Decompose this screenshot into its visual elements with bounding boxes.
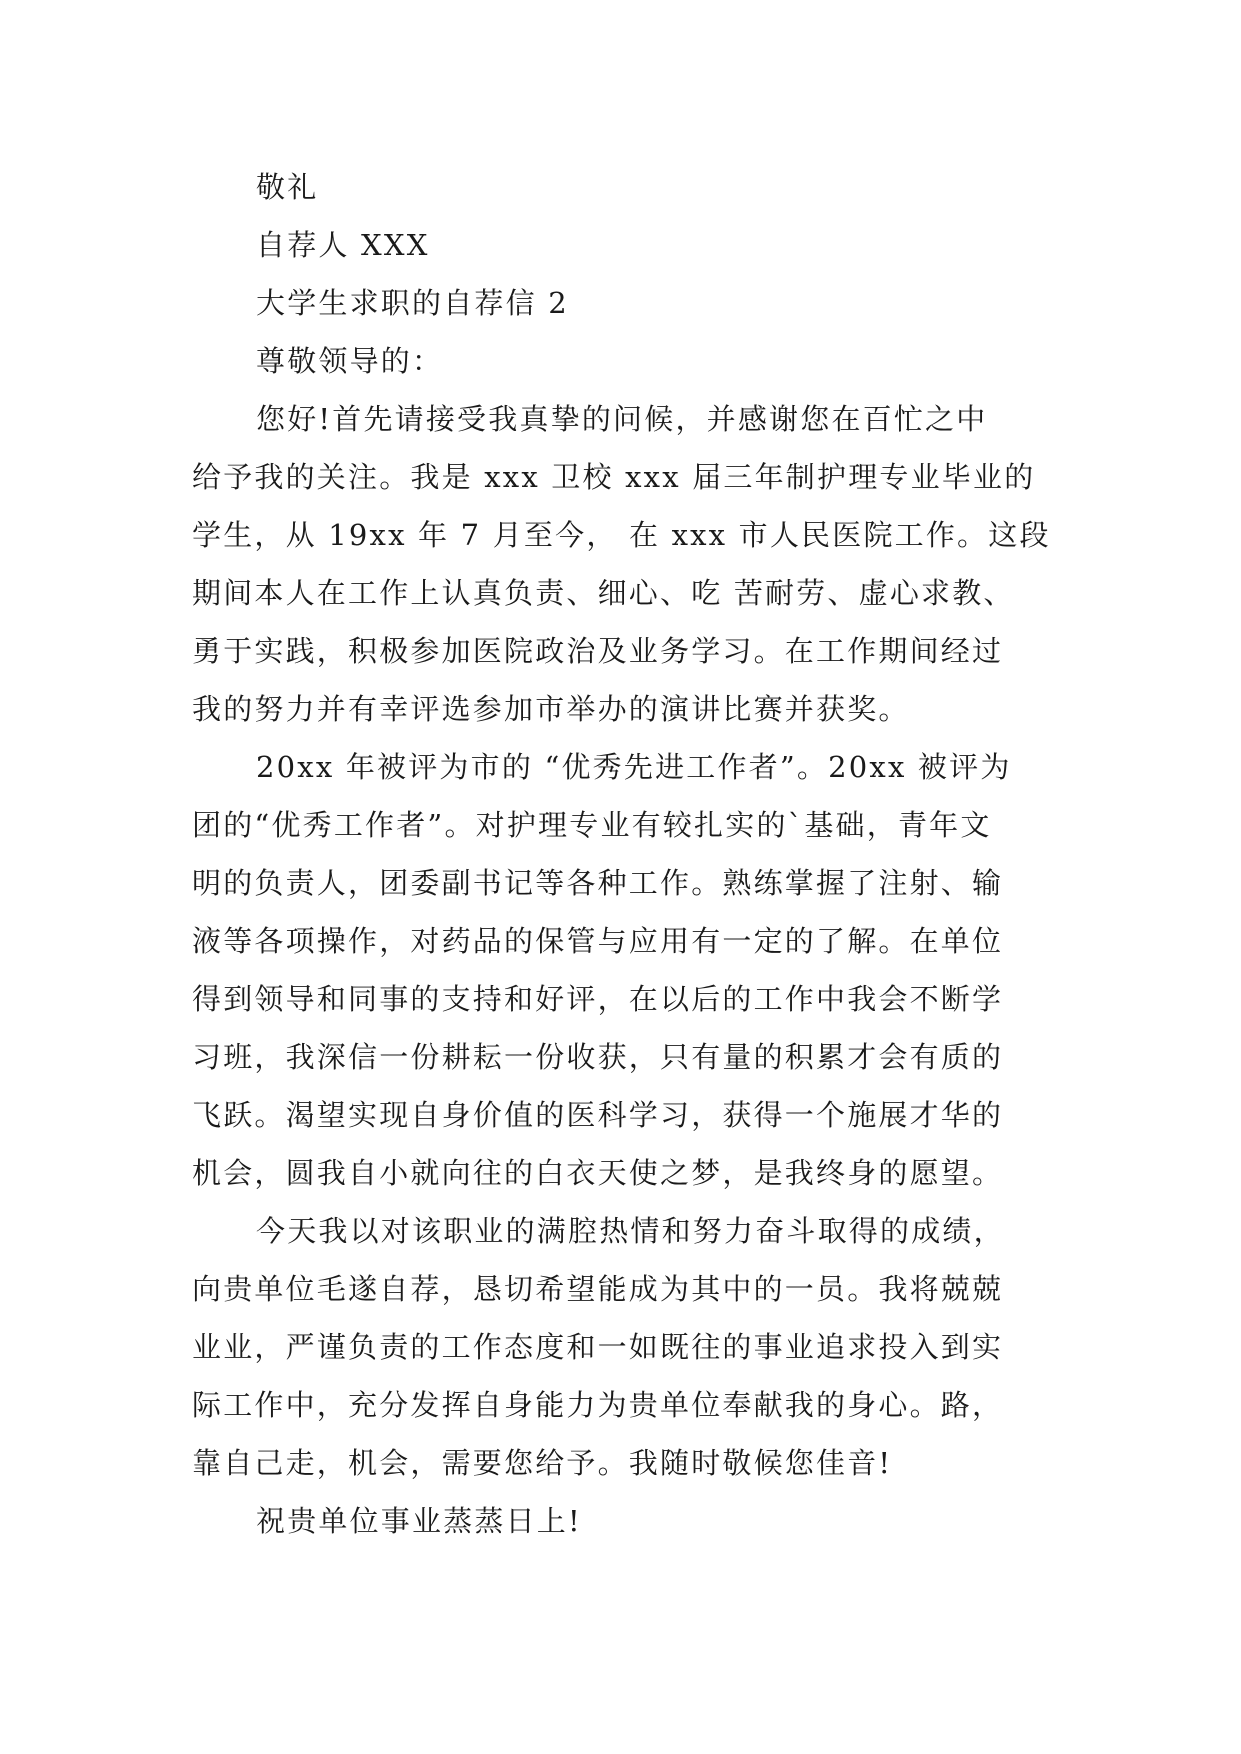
text-line: 习班，我深信一份耕耘一份收获，只有量的积累才会有质的 [192, 1040, 1004, 1074]
text-line: 20xx 年被评为市的 “优秀先进工作者”。20xx 被评为 [256, 750, 1012, 784]
text-line: 您好!首先请接受我真挚的问候，并感谢您在百忙之中 [256, 402, 988, 436]
text-line: 我的努力并有幸评选参加市举办的演讲比赛并获奖。 [192, 692, 910, 726]
text-line: 祝贵单位事业蒸蒸日上! [256, 1504, 582, 1538]
text-line: 期间本人在工作上认真负责、细心、吃 苦耐劳、虚心求教、 [192, 576, 1015, 610]
text-line: 向贵单位毛遂自荐，恳切希望能成为其中的一员。我将兢兢 [192, 1272, 1004, 1306]
text-line: 业业，严谨负责的工作态度和一如既往的事业追求投入到实 [192, 1330, 1004, 1364]
text-line: 勇于实践，积极参加医院政治及业务学习。在工作期间经过 [192, 634, 1004, 668]
text-line: 明的负责人，团委副书记等各种工作。熟练掌握了注射、输 [192, 866, 1004, 900]
text-line: 团的“优秀工作者”。对护理专业有较扎实的`基础，青年文 [192, 808, 992, 842]
text-line: 尊敬领导的： [256, 344, 444, 378]
letter-body [192, 158, 1054, 1550]
text-line: 大学生求职的自荐信 2 [256, 286, 569, 320]
text-line: 今天我以对该职业的满腔热情和努力奋斗取得的成绩， [256, 1214, 1005, 1248]
text-line: 靠自己走，机会，需要您给予。我随时敬候您佳音! [192, 1446, 893, 1480]
text-line: 得到领导和同事的支持和好评，在以后的工作中我会不断学 [192, 982, 1004, 1016]
text-line: 飞跃。渴望实现自身价值的医科学习，获得一个施展才华的 [192, 1098, 1004, 1132]
text-line: 自荐人 XXX [256, 228, 430, 262]
text-line: 给予我的关注。我是 xxx 卫校 xxx 届三年制护理专业毕业的 [192, 460, 1036, 494]
text-line: 液等各项操作，对药品的保管与应用有一定的了解。在单位 [192, 924, 1004, 958]
text-line: 学生，从 19xx 年 7 月至今， 在 xxx 市人民医院工作。这段 [192, 518, 1051, 552]
text-line: 机会，圆我自小就向往的白衣天使之梦，是我终身的愿望。 [192, 1156, 1004, 1190]
text-line: 敬礼 [256, 170, 319, 204]
text-line: 际工作中，充分发挥自身能力为贵单位奉献我的身心。路， [192, 1388, 1004, 1422]
